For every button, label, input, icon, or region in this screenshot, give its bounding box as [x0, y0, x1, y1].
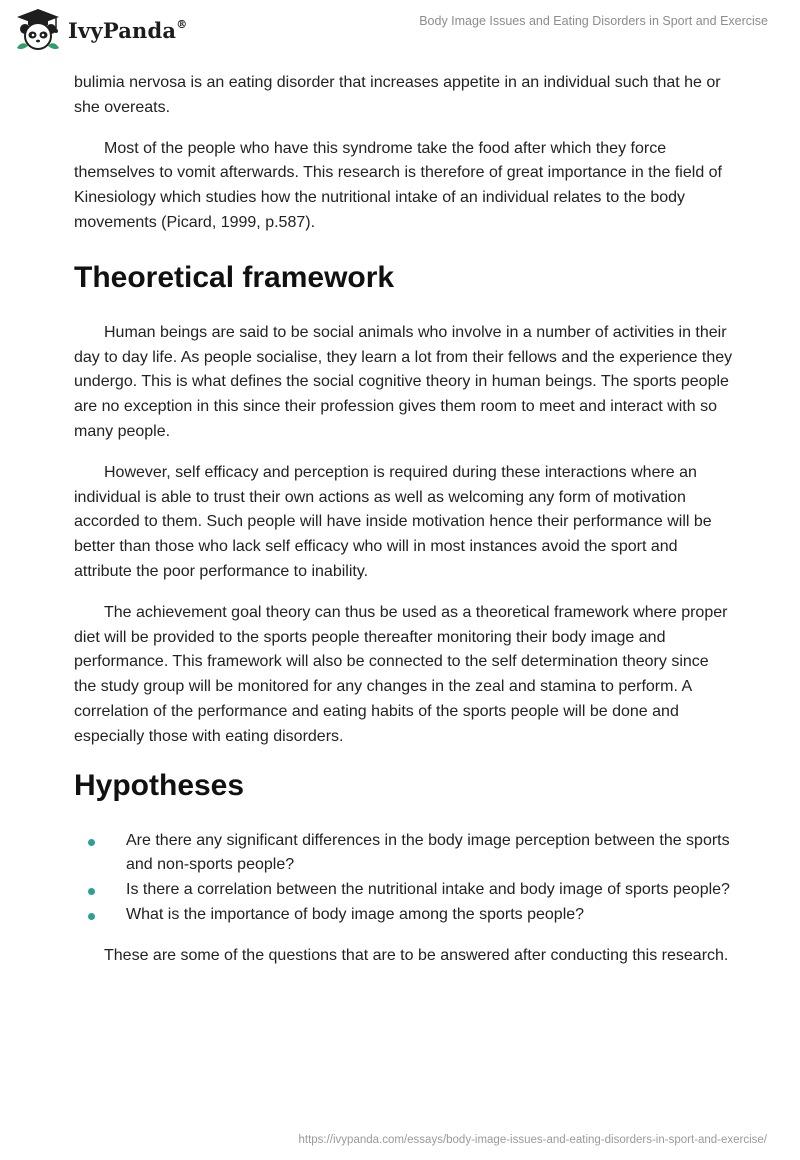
brand-name: IvyPanda® [68, 17, 188, 43]
section-heading-hypotheses: Hypotheses [74, 768, 245, 802]
paragraph: However, self efficacy and perception is required during these interactions where an individual is able to trust their own actions as well as welcoming any form of motivation accorded to them. Such people will have inside motivation hence their performance will be better than those who lack self efficacy who will in most instances avoid the sport and attribute the poor performance to inability. [74, 463, 712, 580]
list-item: What is the importance of body image among the sports people? [74, 903, 734, 928]
section-heading-theoretical-framework: Theoretical framework [74, 260, 395, 294]
panda-graduate-icon [14, 8, 62, 52]
source-url[interactable]: https://ivypanda.com/essays/body-image-issues-and-eating-disorders-in-sport-and-exercise/ [298, 1134, 767, 1146]
bullet-dot-icon [88, 913, 95, 920]
hypotheses-list [74, 829, 734, 928]
bullet-dot-icon [88, 839, 95, 846]
list-item: Are there any significant differences in the body image perception between the sports and non-sports people? [74, 829, 734, 879]
ivypanda-logo[interactable] [14, 8, 187, 52]
document-title: Body Image Issues and Eating Disorders in Sport and Exercise [419, 14, 768, 28]
paragraph: bulimia nervosa is an eating disorder that increases appetite in an individual such that he or she overeats. [74, 74, 721, 116]
paragraph: Most of the people who have this syndrome take the food after which they force themselves to vomit afterwards. This research is therefore of great importance in the field of Kinesiology which studies how the nutritional intake of an individual relates to the body movements (Picard, 1999, p.587). [74, 139, 722, 231]
paragraph: These are some of the questions that are to be answered after conducting this research. [104, 946, 729, 964]
essay-body [74, 71, 734, 985]
bullet-dot-icon [88, 888, 95, 895]
page-header [0, 0, 800, 70]
paragraph: Human beings are said to be social animals who involve in a number of activities in their day to day life. As people socialise, they learn a lot from their fellows and the experience they undergo. This is what defines the social cognitive theory in human beings. The sports people are no exception in this since their profession gives them room to meet and interact with so many people. [74, 323, 733, 440]
paragraph: The achievement goal theory can thus be used as a theoretical framework where proper diet will be provided to the sports people thereafter monitoring their body image and performance. This framework will also be connected to the self determination theory since the study group will be monitored for any changes in the zeal and stamina to perform. A correlation of the performance and eating habits of the sports people will be done and especially those with eating disorders. [74, 603, 728, 745]
list-item: Is there a correlation between the nutritional intake and body image of sports people? [74, 878, 734, 903]
